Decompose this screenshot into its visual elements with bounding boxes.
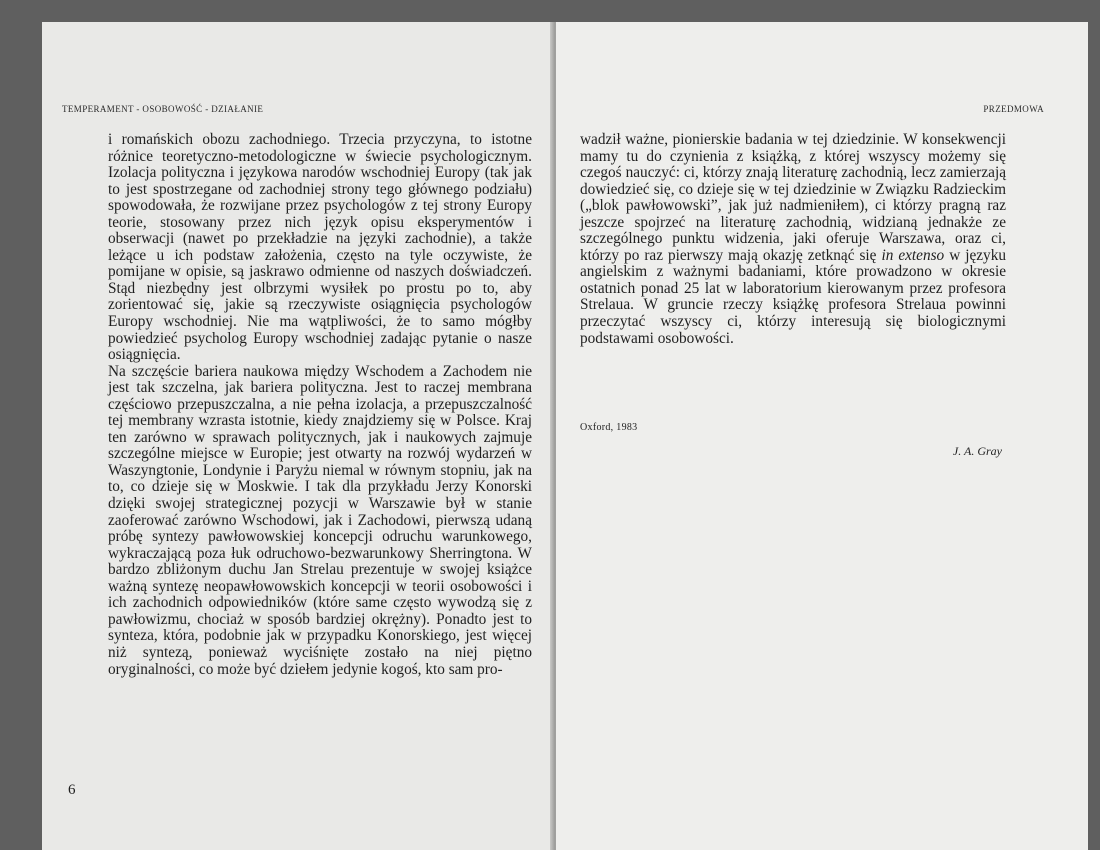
emphasis-text: in extenso	[881, 246, 945, 264]
paragraph: Na szczęście bariera naukowa między Wschodem a Zachodem nie jest tak szczelna, jak bariera polityczna. Jest to raczej membrana częściowo przepuszczalna, a nie pełna izolacja, a przepuszczalność tej membrany wzrasta istotnie, kiedy znajdziemy się w Polsce. Kraj ten zarówno w sprawach politycznych, jak i naukowych zajmuje szczególne miejsce w Europie; jest otwarty na rozwój wydarzeń w Waszyngtonie, Londynie i Paryżu niemal w równym stopniu, jak na to, co dzieje się w Moskwie. I tak dla przykładu Jerzy Konorski dzięki swojej strategicznej pozycji w Warszawie był w stanie zaoferować zarówno Wschodowi, jak i Zachodowi, pierwszą udaną próbę syntezy pawłowowskiej koncepcji odruchu warunkowego, wykraczającą poza łuk odruchowo-bezwarunkowy Sherringtona. W bardzo zbliżonym duchu Jan Strelau prezentuje w swojej książce ważną syntezę neopawłowowskich koncepcji w teorii osobowości i ich zachodnich odpowiedników (które same często wywodzą się z pawłowizmu, chociaż w sposób bardziej okrężny). Ponadto jest to synteza, która, podobnie jak w przypadku Konorskiego, jest więcej niż syntezą, ponieważ wyciśnięte zostało na niej piętno oryginalności, co może być dziełem jedynie kogoś, kto sam pro-	[108, 362, 532, 678]
right-page	[556, 22, 1088, 850]
left-page-body	[108, 132, 532, 678]
paragraph: i romańskich obozu zachodniego. Trzecia przyczyna, to istotne różnice teoretyczno-metodologiczne w świecie psychologicznym. Izolacja polityczna i językowa narodów wschodniej Europy (tak jak to jest spostrzegane od zachodniej strony tego głównego podziału) spowodowała, że rozwijane przez psychologów z tej strony Europy teorie, stosowany przez nich język opisu eksperymentów i obserwacji (nawet po przekładzie na języki zachodnie), a także leżące u ich podstaw założenia, często na tyle oczywiste, że pomijane w opisie, są jaskrawo odmienne od naszych doświadczeń. Stąd niezbędny jest olbrzymi wysiłek po prostu po to, aby zorientować się, jakie są rzeczywiste osiągnięcia psychologów Europy wschodniej. Nie ma wątpliwości, że to samo mógłby powiedzieć psycholog Europy wschodniej zadając pytanie o nasze osiągnięcia.	[108, 131, 532, 364]
running-head-right: PRZEDMOWA	[983, 104, 1044, 114]
page-number: 6	[68, 782, 76, 798]
place-date: Oxford, 1983	[580, 422, 638, 433]
running-head-left: TEMPERAMENT - OSOBOWOŚĆ - DZIAŁANIE	[62, 104, 264, 114]
paragraph-text: wadził ważne, pionierskie badania w tej dziedzinie. W konsekwencji mamy tu do czynienia z książką, z której wszyscy możemy się czegoś nauczyć: ci, którzy znają literaturę zachodnią, lecz zamierzają dowiedzieć się, co dzieje się w tej dziedzinie w Związku Radzieckim („blok pawłowowski”, jak już nadmieniłem), ci którzy pragną raz jeszcze spojrzeć na literaturę zachodnią, widzianą jednakże ze szczególnego punktu widzenia, jaki oferuje Warszawa, oraz ci, którzy po raz pierwszy mają okazję zetknąć się	[580, 131, 1006, 264]
author-signature: J. A. Gray	[952, 444, 1002, 458]
left-page	[42, 22, 554, 850]
right-page-body	[580, 132, 1006, 347]
paragraph-text: w języku angielskim z ważnymi badaniami, które prowadzono w okresie ostatnich ponad 25 lat w laboratorium kierowanym przez profesora Strelaua. W gruncie rzeczy książkę profesora Strelaua powinni przeczytać wszyscy ci, którzy interesują się biologicznymi podstawami osobowości.	[580, 246, 1006, 347]
paragraph	[580, 132, 1006, 347]
